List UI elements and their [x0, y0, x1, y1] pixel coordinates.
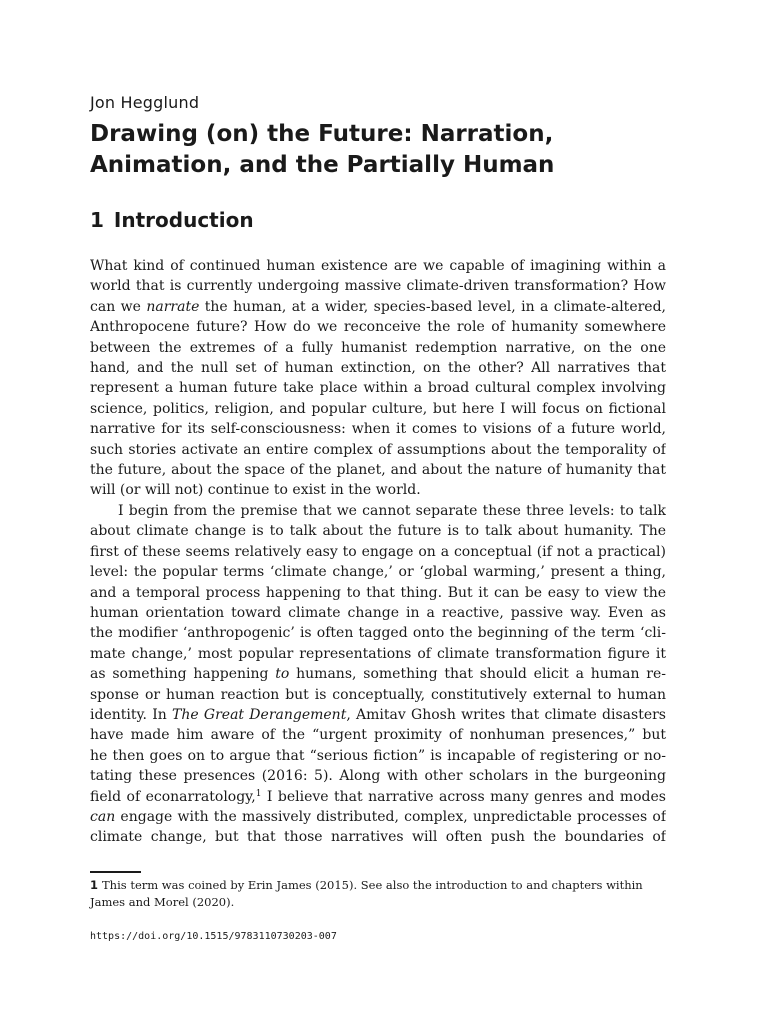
text-line: I begin from the premise that we cannot separate these three levels: to talk — [118, 502, 666, 519]
chapter-page — [90, 92, 666, 848]
footnote-ref[interactable]: 1 — [255, 788, 262, 799]
text-line: the modifier ‘anthropogenic’ is often tagged onto the beginning of the term ‘cli- — [90, 625, 666, 642]
text-line: science, politics, religion, and popular culture, but here I will focus on fictional — [90, 400, 666, 417]
emphasis: can — [90, 808, 116, 825]
text-line: What kind of continued human existence are we capable of imagining within a — [90, 258, 666, 274]
text-line: represent a human future take place within a broad cultural complex involving — [90, 380, 666, 397]
text-line: the future, about the space of the planet, and about the nature of humanity that — [90, 462, 666, 479]
text-line: as something happening to humans, something that should elicit a human re- — [90, 666, 666, 683]
section-title: Introduction — [113, 208, 254, 232]
footnote-divider — [90, 871, 141, 873]
text-line: can engage with the massively distributed, complex, unpredictable processes of — [90, 808, 666, 825]
emphasis: to — [275, 666, 290, 683]
text-line: tating these presences (2016: 5). Along with other scholars in the burgeoning — [90, 768, 666, 785]
footnote-line: 1 This term was coined by Erin James (2015). See also the introduction to and chapters within — [90, 878, 643, 892]
text-line: and a temporal process happening to that thing. But it can be easy to view the — [90, 584, 666, 601]
text-line: human orientation toward climate change in a reactive, passive way. Even as — [90, 604, 666, 621]
text-line: world that is currently undergoing massive climate-driven transformation? How — [90, 278, 666, 295]
text-line: will (or will not) continue to exist in the world. — [90, 482, 421, 499]
text-line: narrative for its self-consciousness: when it comes to visions of a future world, — [90, 421, 666, 438]
text-line: field of econarratology,$^1$ I believe that narrative across many genres and modes — [90, 788, 666, 805]
chapter-title — [90, 119, 666, 181]
text-line: mate change,’ most popular representations of climate transformation figure it — [90, 645, 666, 662]
text-line: have made him aware of the “urgent proximity of nonhuman presences,” but — [90, 727, 666, 744]
text-line: climate change, but that those narratives will often push the boundaries of — [90, 829, 666, 846]
footnote — [90, 877, 666, 911]
text-line: such stories activate an entire complex of assumptions about the temporality of — [90, 441, 666, 458]
paragraph-1 — [90, 256, 666, 501]
doi-link[interactable]: https://doi.org/10.1515/9783110730203-007 — [90, 931, 337, 942]
emphasis: narrate — [146, 298, 200, 315]
book-title: The Great Derangement — [172, 706, 347, 723]
text-line: sponse or human reaction but is conceptually, constitutively external to human — [90, 686, 666, 703]
body-text — [90, 256, 666, 848]
text-line: Anthropocene future? How do we reconceive the role of humanity somewhere — [90, 319, 666, 336]
chapter-author: Jon Hegglund — [90, 93, 200, 112]
section-heading — [90, 206, 666, 234]
text-line: hand, and the null set of human extinction, on the other? All narratives that — [90, 360, 666, 377]
section-number: 1 — [90, 208, 104, 232]
text-line: between the extremes of a fully humanist redemption narrative, on the one — [90, 339, 666, 356]
text-line: first of these seems relatively easy to engage on a conceptual (if not a practical) — [90, 543, 666, 560]
paragraph-2 — [90, 501, 666, 848]
chapter-title-line-2: Animation, and the Partially Human — [90, 152, 555, 178]
text-line: he then goes on to argue that “serious fiction” is incapable of registering or no- — [90, 747, 666, 764]
footnote-line: James and Morel (2020). — [90, 895, 235, 909]
text-line: can we narrate the human, at a wider, species-based level, in a climate-altered, — [90, 298, 666, 315]
text-line: level: the popular terms ‘climate change,’ or ‘global warming,’ present a thing, — [90, 564, 666, 581]
chapter-title-line-1: Drawing (on) the Future: Narration, — [90, 121, 554, 147]
text-line: about climate change is to talk about the future is to talk about humanity. The — [90, 523, 666, 540]
text-line: identity. In The Great Derangement, Amitav Ghosh writes that climate disasters — [90, 706, 666, 723]
footnote-number: 1 — [90, 878, 99, 892]
